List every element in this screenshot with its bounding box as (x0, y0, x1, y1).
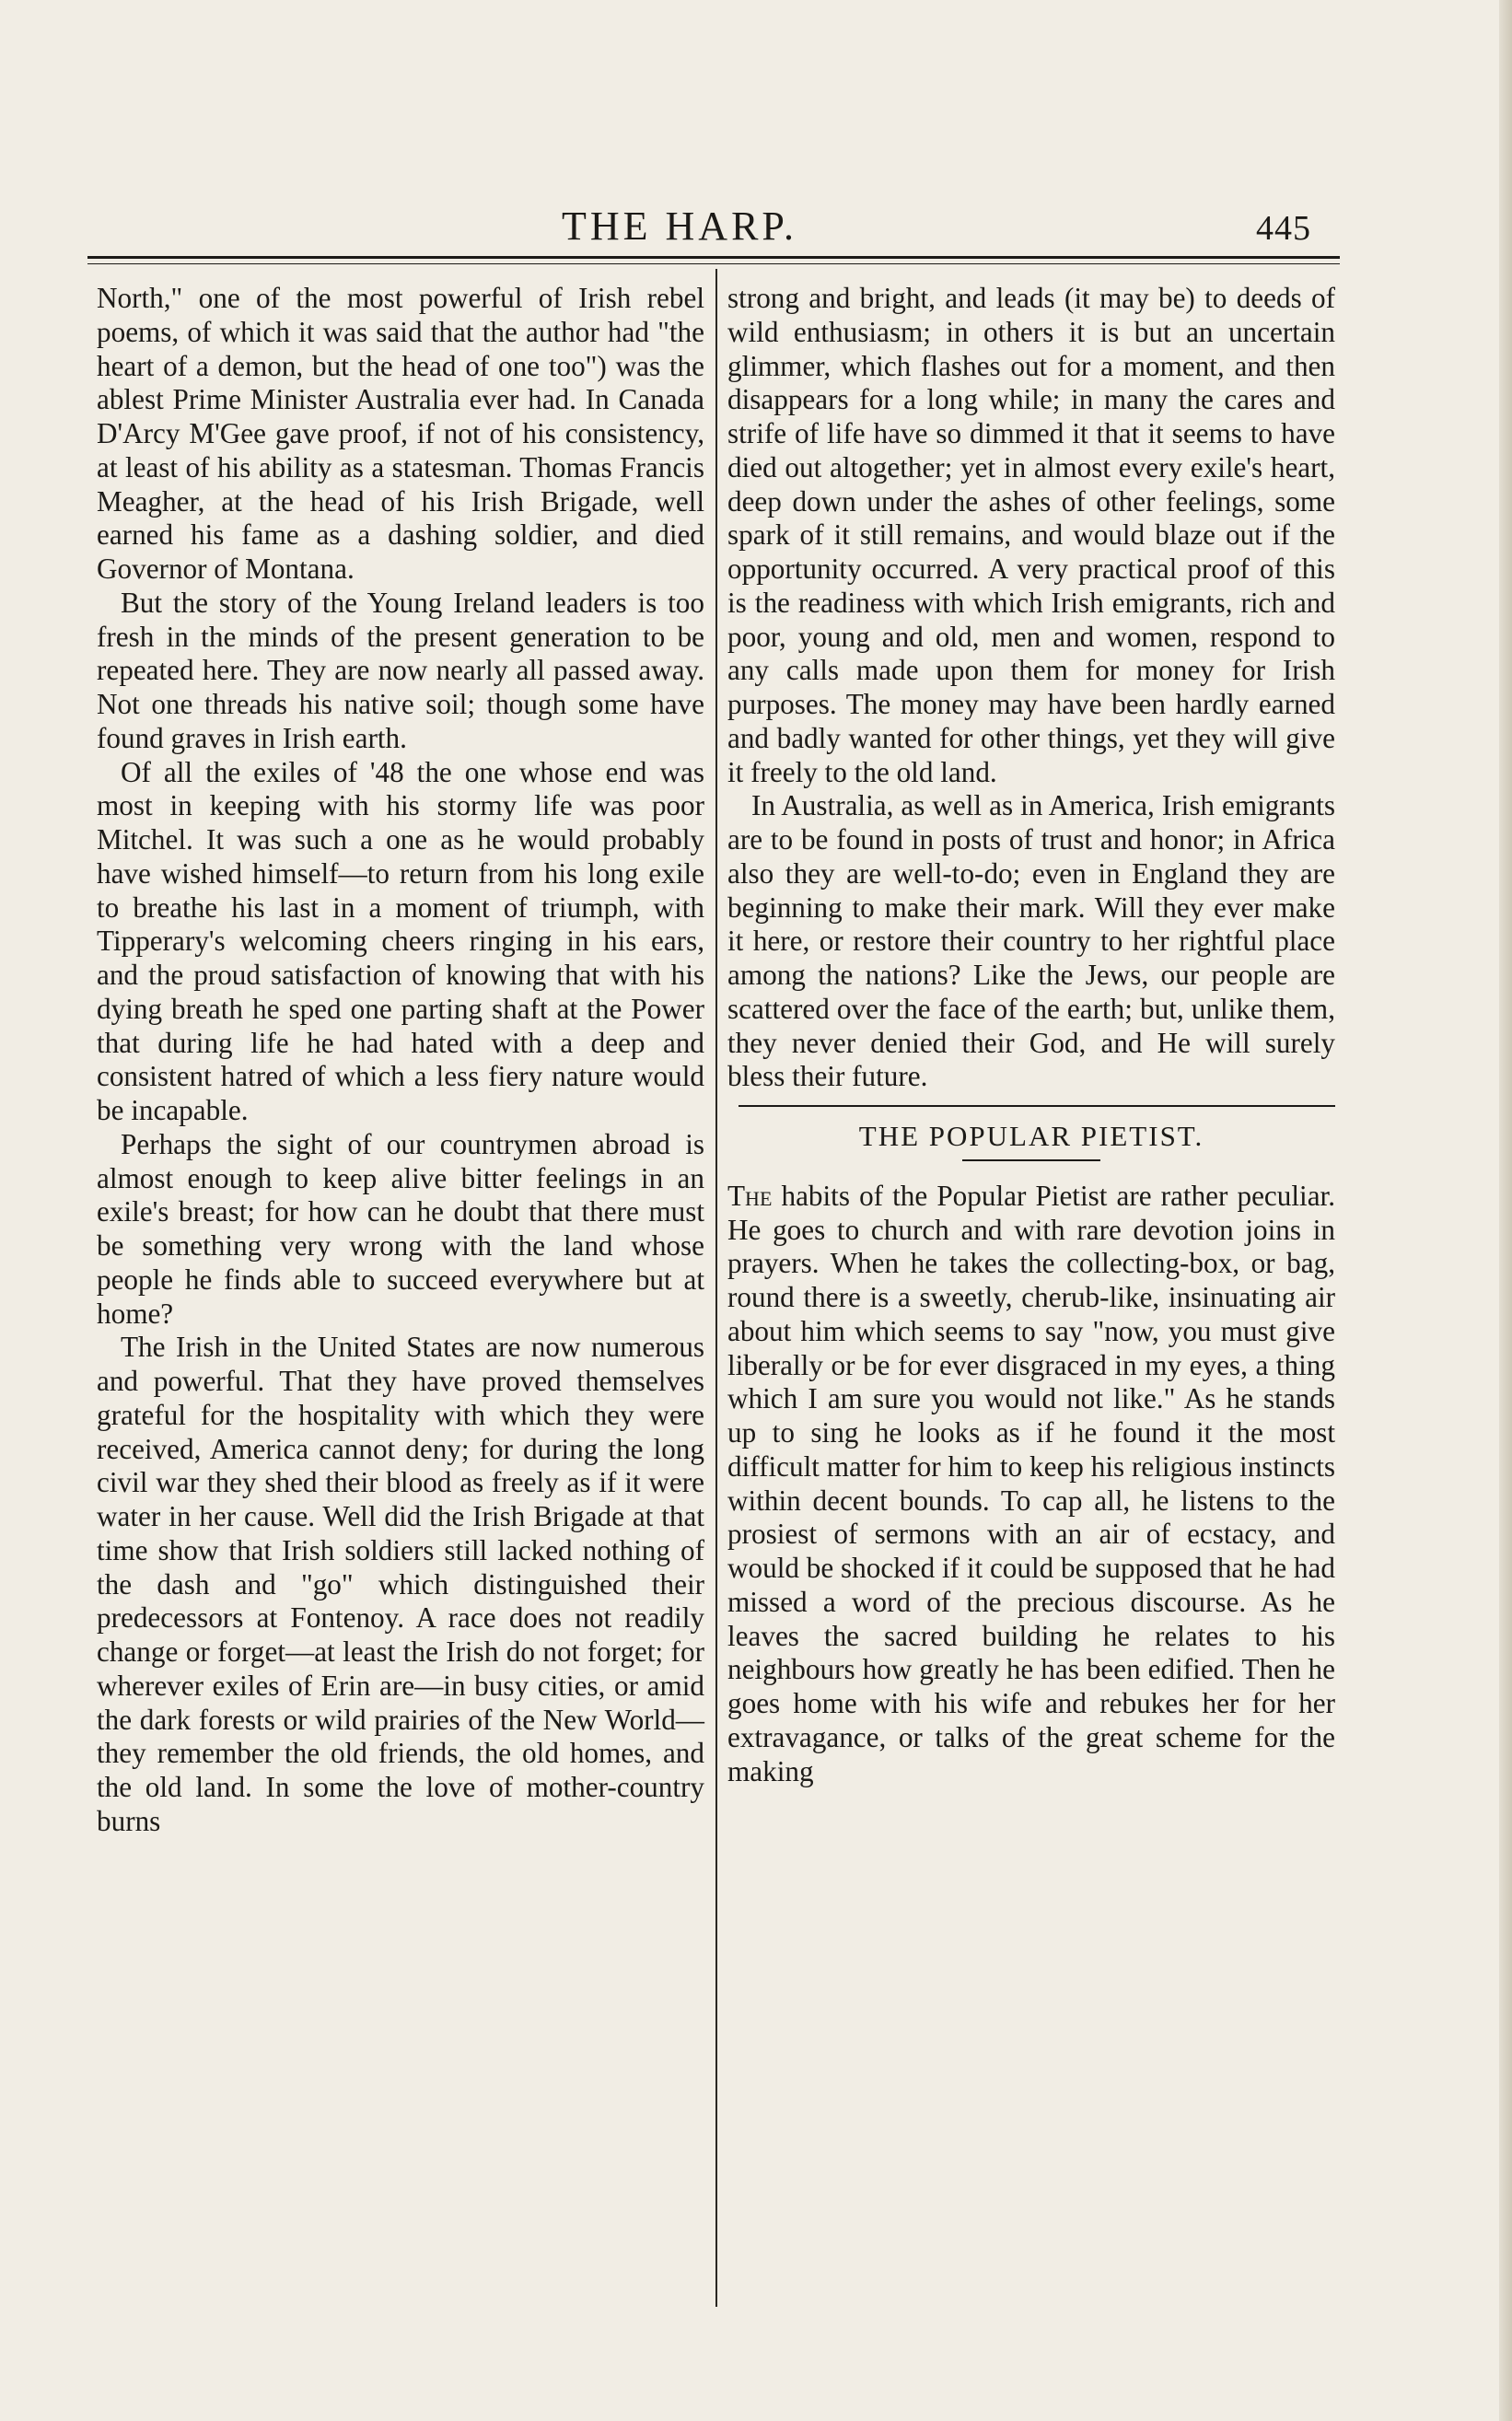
section-body-text: habits of the Popular Pietist are rather peculiar. He goes to church and with rare devotion joins in prayers. When he takes the collecting-box, or bag, round there is a sweetly, cherub-like, insinuating air about him which seems to say "now, you must give liberally or be for ever disgraced in my eyes, a thing which I am sure you would not like." As he stands up to sing he looks as if he found it the most difficult matter for him to keep his religious instincts within decent bounds. To cap all, he listens to the prosiest of sermons with an air of ecstacy, and would be shocked if it could be supposed that he had missed a word of the precious discourse. As he leaves the sacred building he relates to his neighbours how greatly he has been edified. Then he goes home with his wife and rebukes her for her extravagance, or talks of the great scheme for the making (727, 1179, 1335, 1787)
left-paragraph-4: Perhaps the sight of our countrymen abroad is almost enough to keep alive bitter feelings in an exile's breast; for how can he doubt that there must be something very wrong with the land whose people he finds able to succeed everywhere but at home? (97, 1127, 704, 1330)
section-title: THE POPULAR PIETIST. (858, 1120, 1204, 1152)
running-title: THE HARP. (562, 204, 798, 249)
right-column (727, 282, 1335, 1788)
page-edge (1499, 0, 1512, 2421)
section-divider-rule (739, 1105, 1335, 1107)
header-rule-thin (87, 263, 1340, 264)
left-paragraph-1: North," one of the most powerful of Irish rebel poems, of which it was said that the author had "the heart of a demon, but the head of one too") was the ablest Prime Minister Australia ever had. In Canada D'Arcy M'Gee gave proof, if not of his consistency, at least of his ability as a statesman. Thomas Francis Meagher, at the head of his Irish Brigade, well earned his fame as a dashing soldier, and died Governor of Montana. (97, 282, 704, 585)
left-paragraph-2: But the story of the Young Ireland leaders is too fresh in the minds of the present generation to be repeated here. They are now nearly all passed away. Not one threads his native soil; though some have found graves in Irish earth. (97, 586, 704, 754)
left-paragraph-3: Of all the exiles of '48 the one whose end was most in keeping with his stormy life was poor Mitchel. It was such a one as he would probably have wished himself—to return from his long exile to breathe his last in a moment of triumph, with Tipperary's welcoming cheers ringing in his ears, and the proud satisfaction of knowing that with his dying breath he sped one parting shaft at the Power that during life he had hated with a deep and consistent hatred of which a less fiery nature would be incapable. (97, 755, 704, 1126)
page-number: 445 (1256, 209, 1311, 248)
right-paragraph-2: In Australia, as well as in America, Irish emigrants are to be found in posts of trust and honor; in Africa also they are well-to-do; even in England they are beginning to make their mark. Will they ever make it here, or restore their country to her rightful place among the nations? Like the Jews, our people are scattered over the face of the earth; but, unlike them, they never denied their God, and He will surely bless their future. (727, 789, 1335, 1093)
left-column (97, 282, 704, 1839)
left-paragraph-5: The Irish in the United States are now numerous and powerful. That they have proved themselves grateful for the hospitality with which they were received, America cannot deny; for during the long civil war they shed their blood as freely as if it were water in her cause. Well did the Irish Brigade at that time show that Irish soldiers still lacked nothing of the dash and "go" which distinguished their predecessors at Fontenoy. A race does not readily change or forget—at least the Irish do not forget; for wherever exiles of Erin are—in busy cities, or amid the dark forests or wild prairies of the New World—they remember the old friends, the old homes, and the old land. In some the love of mother-country burns (97, 1331, 704, 1837)
section-title-underline (962, 1159, 1100, 1161)
column-divider (715, 269, 717, 2307)
section-body-paragraph (727, 1180, 1335, 1789)
header-rule-thick (87, 256, 1340, 259)
section-lead-word: The (727, 1179, 773, 1212)
right-paragraph-1: strong and bright, and leads (it may be) to deeds of wild enthusiasm; in others it is but an uncertain glimmer, which flashes out for a moment, and then disappears for a long while; in many the cares and strife of life have so dimmed it that it seems to have died out altogether; yet in almost every exile's heart, deep down under the ashes of other feelings, some spark of it still remains, and would blaze out if the opportunity occurred. A very practical proof of this is the readiness with which Irish emigrants, rich and poor, young and old, men and women, respond to any calls made upon them for money for Irish purposes. The money may have been hardly earned and badly wanted for other things, yet they will give it freely to the old land. (727, 282, 1335, 788)
